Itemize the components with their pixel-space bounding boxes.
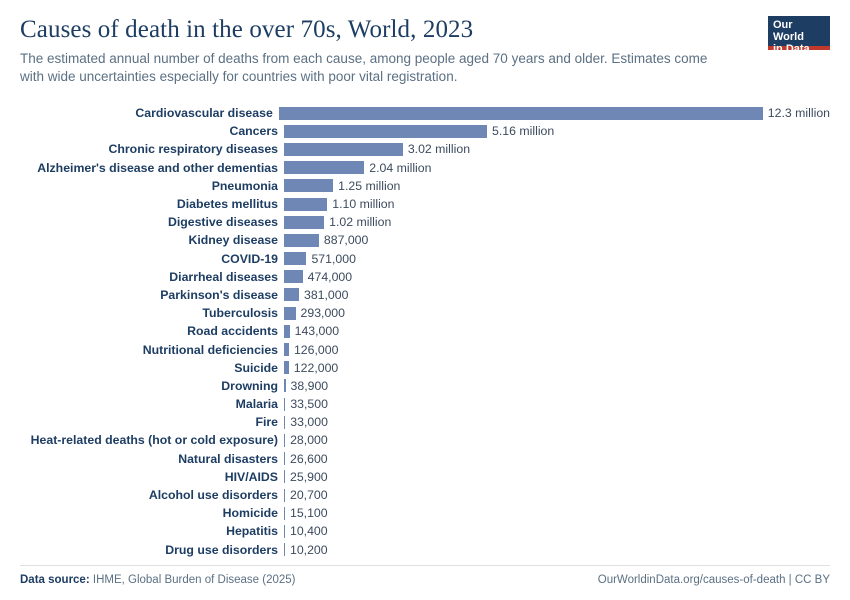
- data-source: [20, 574, 296, 586]
- bar-value-label: 1.02 million: [329, 215, 392, 230]
- bar: [279, 107, 763, 120]
- bar-track: [284, 470, 830, 484]
- bar-label: Hepatitis: [226, 524, 278, 539]
- bar-value-label: 1.10 million: [332, 197, 395, 212]
- bar-track: [284, 543, 830, 557]
- bar-row[interactable]: [20, 304, 830, 322]
- bar: [284, 198, 327, 211]
- bar: [284, 270, 303, 283]
- bar-row[interactable]: [20, 340, 830, 358]
- bar-track: [284, 288, 830, 302]
- bar-value-label: 12.3 million: [767, 106, 830, 121]
- bar-label: Suicide: [234, 360, 278, 375]
- bar-row[interactable]: [20, 522, 830, 540]
- page-title: Causes of death in the over 70s, World, 2023: [20, 16, 474, 43]
- bar-value-label: 20,700: [290, 488, 328, 503]
- bar-track: [284, 161, 830, 175]
- bar-label: Malaria: [235, 397, 278, 412]
- bar: [284, 216, 324, 229]
- chart-footer: [20, 565, 830, 586]
- bar-row[interactable]: [20, 413, 830, 431]
- bar-row[interactable]: [20, 250, 830, 268]
- bar-track: [284, 397, 830, 411]
- bar-label: Alcohol use disorders: [148, 488, 278, 503]
- data-source-value: IHME, Global Burden of Disease (2025): [92, 574, 296, 586]
- bar-row[interactable]: [20, 468, 830, 486]
- bar-label: Cancers: [229, 124, 278, 139]
- bar-track: [284, 415, 830, 429]
- bar-label: Tuberculosis: [202, 306, 278, 321]
- bar-row[interactable]: [20, 486, 830, 504]
- footer-link[interactable]: OurWorldinData.org/causes-of-death | CC BY: [597, 574, 830, 586]
- bar-row[interactable]: [20, 450, 830, 468]
- bar-label: Alzheimer's disease and other dementias: [37, 160, 278, 175]
- bar-row[interactable]: [20, 541, 830, 559]
- bar-value-label: 10,200: [290, 542, 328, 557]
- bar-value-label: 381,000: [303, 287, 349, 302]
- bar-track: [284, 524, 830, 538]
- bar-value-label: 2.04 million: [369, 160, 432, 175]
- bar: [284, 179, 333, 192]
- bar-value-label: 25,900: [290, 469, 328, 484]
- bar-value-label: 28,000: [290, 433, 328, 448]
- bar-track: [284, 379, 830, 393]
- bar-row[interactable]: [20, 159, 830, 177]
- bar-track: [284, 233, 830, 247]
- bar: [284, 307, 296, 320]
- bar-track: [284, 343, 830, 357]
- bar-label: Heat-related deaths (hot or cold exposure): [30, 433, 278, 448]
- bar-track: [284, 488, 830, 502]
- bar-value-label: 33,000: [290, 415, 328, 430]
- logo-line-1: Our World: [773, 19, 804, 43]
- bar-value-label: 33,500: [290, 397, 328, 412]
- bar-row[interactable]: [20, 231, 830, 249]
- bar-value-label: 38,900: [290, 378, 329, 393]
- bar-chart: [20, 104, 830, 559]
- bar-value-label: 26,600: [290, 451, 328, 466]
- bar-label: Nutritional deficiencies: [142, 342, 278, 357]
- bar: [284, 288, 299, 301]
- bar-value-label: 887,000: [323, 233, 369, 248]
- bar-value-label: 3.02 million: [407, 142, 471, 157]
- bar-row[interactable]: [20, 359, 830, 377]
- bar-value-label: 293,000: [300, 306, 345, 321]
- bar-label: Parkinson's disease: [160, 287, 278, 302]
- bar-label: Pneumonia: [211, 178, 278, 193]
- page-subtitle: The estimated annual number of deaths from each cause, among people aged 70 years and older. Estimates come with wide uncertainties especially for countries with poor vital registration.: [20, 51, 708, 84]
- bar-row[interactable]: [20, 104, 830, 122]
- bar-label: Digestive diseases: [167, 215, 278, 230]
- bar-label: Diabetes mellitus: [176, 197, 278, 212]
- bar-label: COVID-19: [221, 251, 278, 266]
- bar-track: [284, 179, 830, 193]
- our-world-in-data-logo[interactable]: [768, 16, 830, 55]
- bar: [284, 161, 364, 174]
- bar-track: [284, 306, 830, 320]
- bar-label: Homicide: [222, 506, 278, 521]
- bar-track: [284, 270, 830, 284]
- bar-row[interactable]: [20, 268, 830, 286]
- bar-row[interactable]: [20, 377, 830, 395]
- bar-row[interactable]: [20, 213, 830, 231]
- bar-value-label: 474,000: [307, 269, 353, 284]
- bar: [284, 143, 403, 156]
- bar-track: [284, 433, 830, 447]
- bar-label: Cardiovascular disease: [135, 106, 273, 121]
- bar-row[interactable]: [20, 177, 830, 195]
- bar-track: [284, 452, 830, 466]
- bar-row[interactable]: [20, 395, 830, 413]
- bar-label: Chronic respiratory diseases: [108, 142, 278, 157]
- bar-track: [279, 106, 830, 120]
- logo-line-2: in Data: [773, 43, 810, 55]
- bar-row[interactable]: [20, 431, 830, 449]
- bar-track: [284, 506, 830, 520]
- bar: [284, 125, 487, 138]
- bar-track: [284, 324, 830, 338]
- bar-label: Road accidents: [187, 324, 278, 339]
- data-source-label: Data source:: [20, 574, 90, 586]
- bar-label: Diarrheal diseases: [169, 269, 278, 284]
- bar-track: [284, 252, 830, 266]
- bar-row[interactable]: [20, 322, 830, 340]
- bar-value-label: 1.25 million: [338, 178, 401, 193]
- bar-value-label: 5.16 million: [492, 124, 555, 139]
- bar-value-label: 126,000: [293, 342, 339, 357]
- bar-track: [284, 215, 830, 229]
- bar-track: [284, 124, 830, 138]
- bar-track: [284, 197, 830, 211]
- bar-row[interactable]: [20, 122, 830, 140]
- bar-label: HIV/AIDS: [224, 469, 278, 484]
- bar-value-label: 143,000: [294, 324, 340, 339]
- bar-label: Drowning: [221, 378, 278, 393]
- bar-label: Kidney disease: [188, 233, 278, 248]
- bar-value-label: 15,100: [290, 506, 328, 521]
- bar-label: Fire: [255, 415, 278, 430]
- bar-label: Drug use disorders: [165, 542, 278, 557]
- bar-row[interactable]: [20, 140, 830, 158]
- bar-label: Natural disasters: [178, 451, 278, 466]
- bar: [284, 234, 319, 247]
- bar-value-label: 122,000: [293, 360, 339, 375]
- bar-track: [284, 361, 830, 375]
- bar-value-label: 571,000: [311, 251, 356, 266]
- bar: [284, 252, 306, 265]
- bar-row[interactable]: [20, 195, 830, 213]
- bar-value-label: 10,400: [290, 524, 328, 539]
- bar-row[interactable]: [20, 504, 830, 522]
- bar-row[interactable]: [20, 286, 830, 304]
- bar-track: [284, 142, 830, 156]
